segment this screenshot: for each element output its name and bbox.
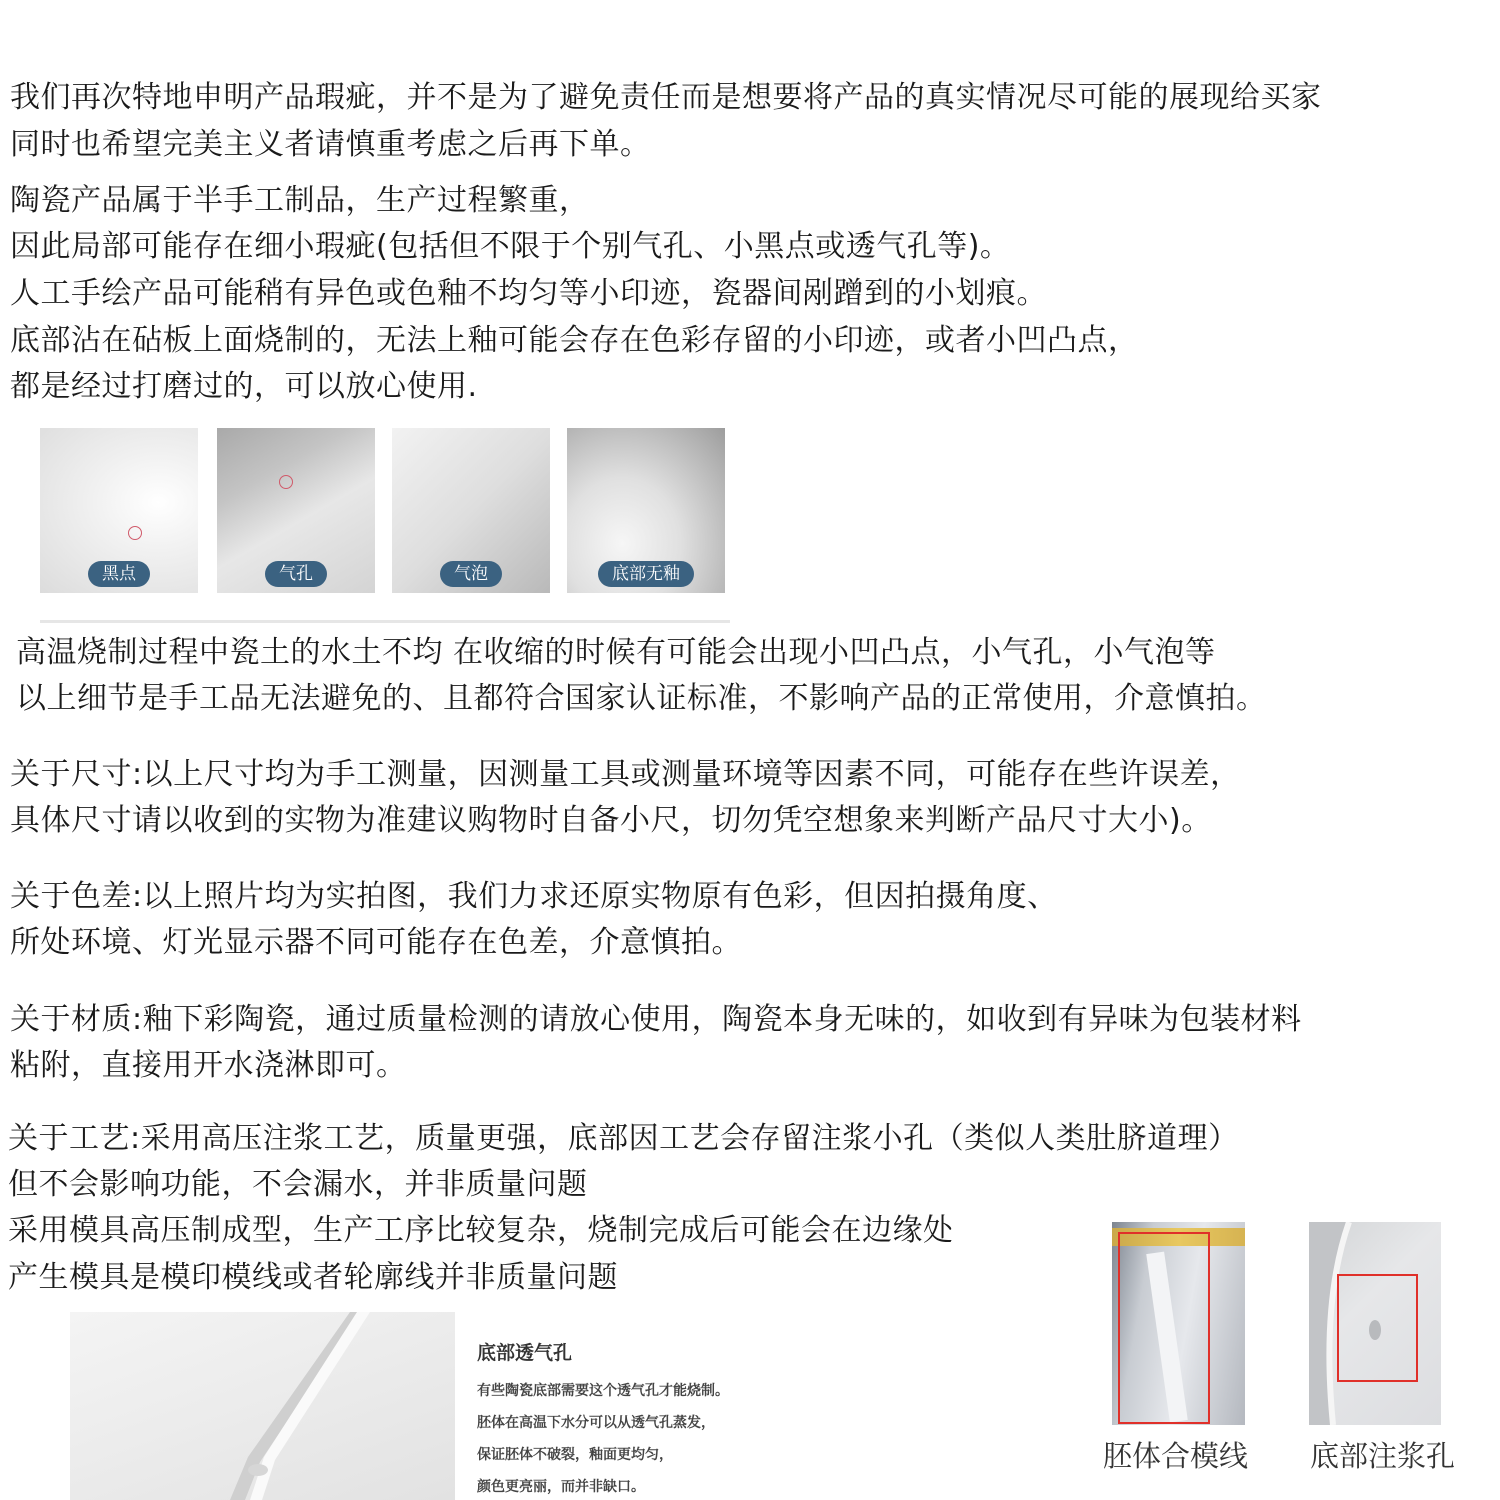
defects-line-1: 陶瓷产品属于半手工制品，生产过程繁重， <box>10 183 590 218</box>
vent-line-2: 胚体在高温下水分可以从透气孔蒸发， <box>477 1415 715 1431</box>
firing-line-1: 高温烧制过程中瓷土的水土不均 在收缩的时候有可能会出现小凹凸点，小气孔，小气泡等 <box>16 635 1216 670</box>
defects-line-4: 底部沾在砧板上面烧制的，无法上釉可能会存在色彩存留的小印迹，或者小凹凸点， <box>10 323 1139 358</box>
defects-line-2: 因此局部可能存在细小瑕疵(包括但不限于个别气孔、小黑点或透气孔等)。 <box>10 229 1011 264</box>
color-line-2: 所处环境、灯光显示器不同可能存在色差，介意慎拍。 <box>10 925 742 960</box>
defects-line-3: 人工手绘产品可能稍有异色或色釉不均匀等小印迹，瓷器间剐蹭到的小划痕。 <box>10 276 1047 311</box>
vent-hole-photo-graphic <box>70 1312 455 1500</box>
thumb-label: 黑点 <box>88 561 150 587</box>
highlight-box <box>1118 1232 1210 1424</box>
injection-hole-photo <box>1309 1222 1441 1425</box>
craft-line-1: 关于工艺:采用高压注浆工艺，质量更强，底部因工艺会存留注浆小孔（类似人类肚脐道理） <box>8 1121 1239 1156</box>
highlight-box <box>1337 1274 1418 1382</box>
firing-line-2: 以上细节是手工品无法避免的、且都符合国家认证标准，不影响产品的正常使用，介意慎拍。 <box>16 681 1267 716</box>
mold-line-photo <box>1112 1222 1245 1425</box>
defects-line-5: 都是经过打磨过的，可以放心使用. <box>10 369 478 404</box>
vent-line-3: 保证胚体不破裂，釉面更均匀， <box>477 1447 673 1463</box>
size-line-1: 关于尺寸:以上尺寸均为手工测量，因测量工具或测量环境等因素不同，可能存在些许误差， <box>10 757 1241 792</box>
material-line-1: 关于材质:釉下彩陶瓷，通过质量检测的请放心使用，陶瓷本身无味的，如收到有异味为包装材料 <box>10 1002 1302 1037</box>
intro-line-1: 我们再次特地申明产品瑕疵，并不是为了避免责任而是想要将产品的真实情况尽可能的展现给买家 <box>10 80 1322 115</box>
thumb-black-dot <box>40 428 198 593</box>
thumb-pore <box>217 428 375 593</box>
vent-title: 底部透气孔 <box>477 1342 573 1364</box>
thumb-bubble <box>392 428 550 593</box>
caption-mold-line: 胚体合模线 <box>1103 1439 1249 1473</box>
color-line-1: 关于色差:以上照片均为实拍图，我们力求还原实物原有色彩，但因拍摄角度、 <box>10 879 1058 914</box>
thumb-label: 气孔 <box>265 561 327 587</box>
defect-marker-circle <box>128 526 142 540</box>
craft-line-2: 但不会影响功能，不会漏水，并非质量问题 <box>8 1167 588 1202</box>
size-line-2: 具体尺寸请以收到的实物为准建议购物时自备小尺，切勿凭空想象来判断产品尺寸大小)。 <box>10 803 1212 838</box>
caption-injection-hole: 底部注浆孔 <box>1310 1439 1456 1473</box>
thumb-unglazed-bottom <box>567 428 725 593</box>
vent-line-4: 颜色更亮丽，而并非缺口。 <box>477 1479 645 1495</box>
intro-line-2: 同时也希望完美主义者请慎重考虑之后再下单。 <box>10 127 651 162</box>
defect-marker-circle <box>279 475 293 489</box>
material-line-2: 粘附，直接用开水浇淋即可。 <box>10 1048 407 1083</box>
vent-hole-photo <box>70 1312 455 1500</box>
craft-line-3: 采用模具高压制成型，生产工序比较复杂，烧制完成后可能会在边缘处 <box>8 1213 954 1248</box>
craft-line-4: 产生模具是模印模线或者轮廓线并非质量问题 <box>8 1260 618 1295</box>
thumb-label: 气泡 <box>440 561 502 587</box>
vent-line-1: 有些陶瓷底部需要这个透气孔才能烧制。 <box>477 1383 729 1399</box>
thumb-label: 底部无釉 <box>598 561 694 587</box>
defect-thumbnails <box>40 425 730 623</box>
